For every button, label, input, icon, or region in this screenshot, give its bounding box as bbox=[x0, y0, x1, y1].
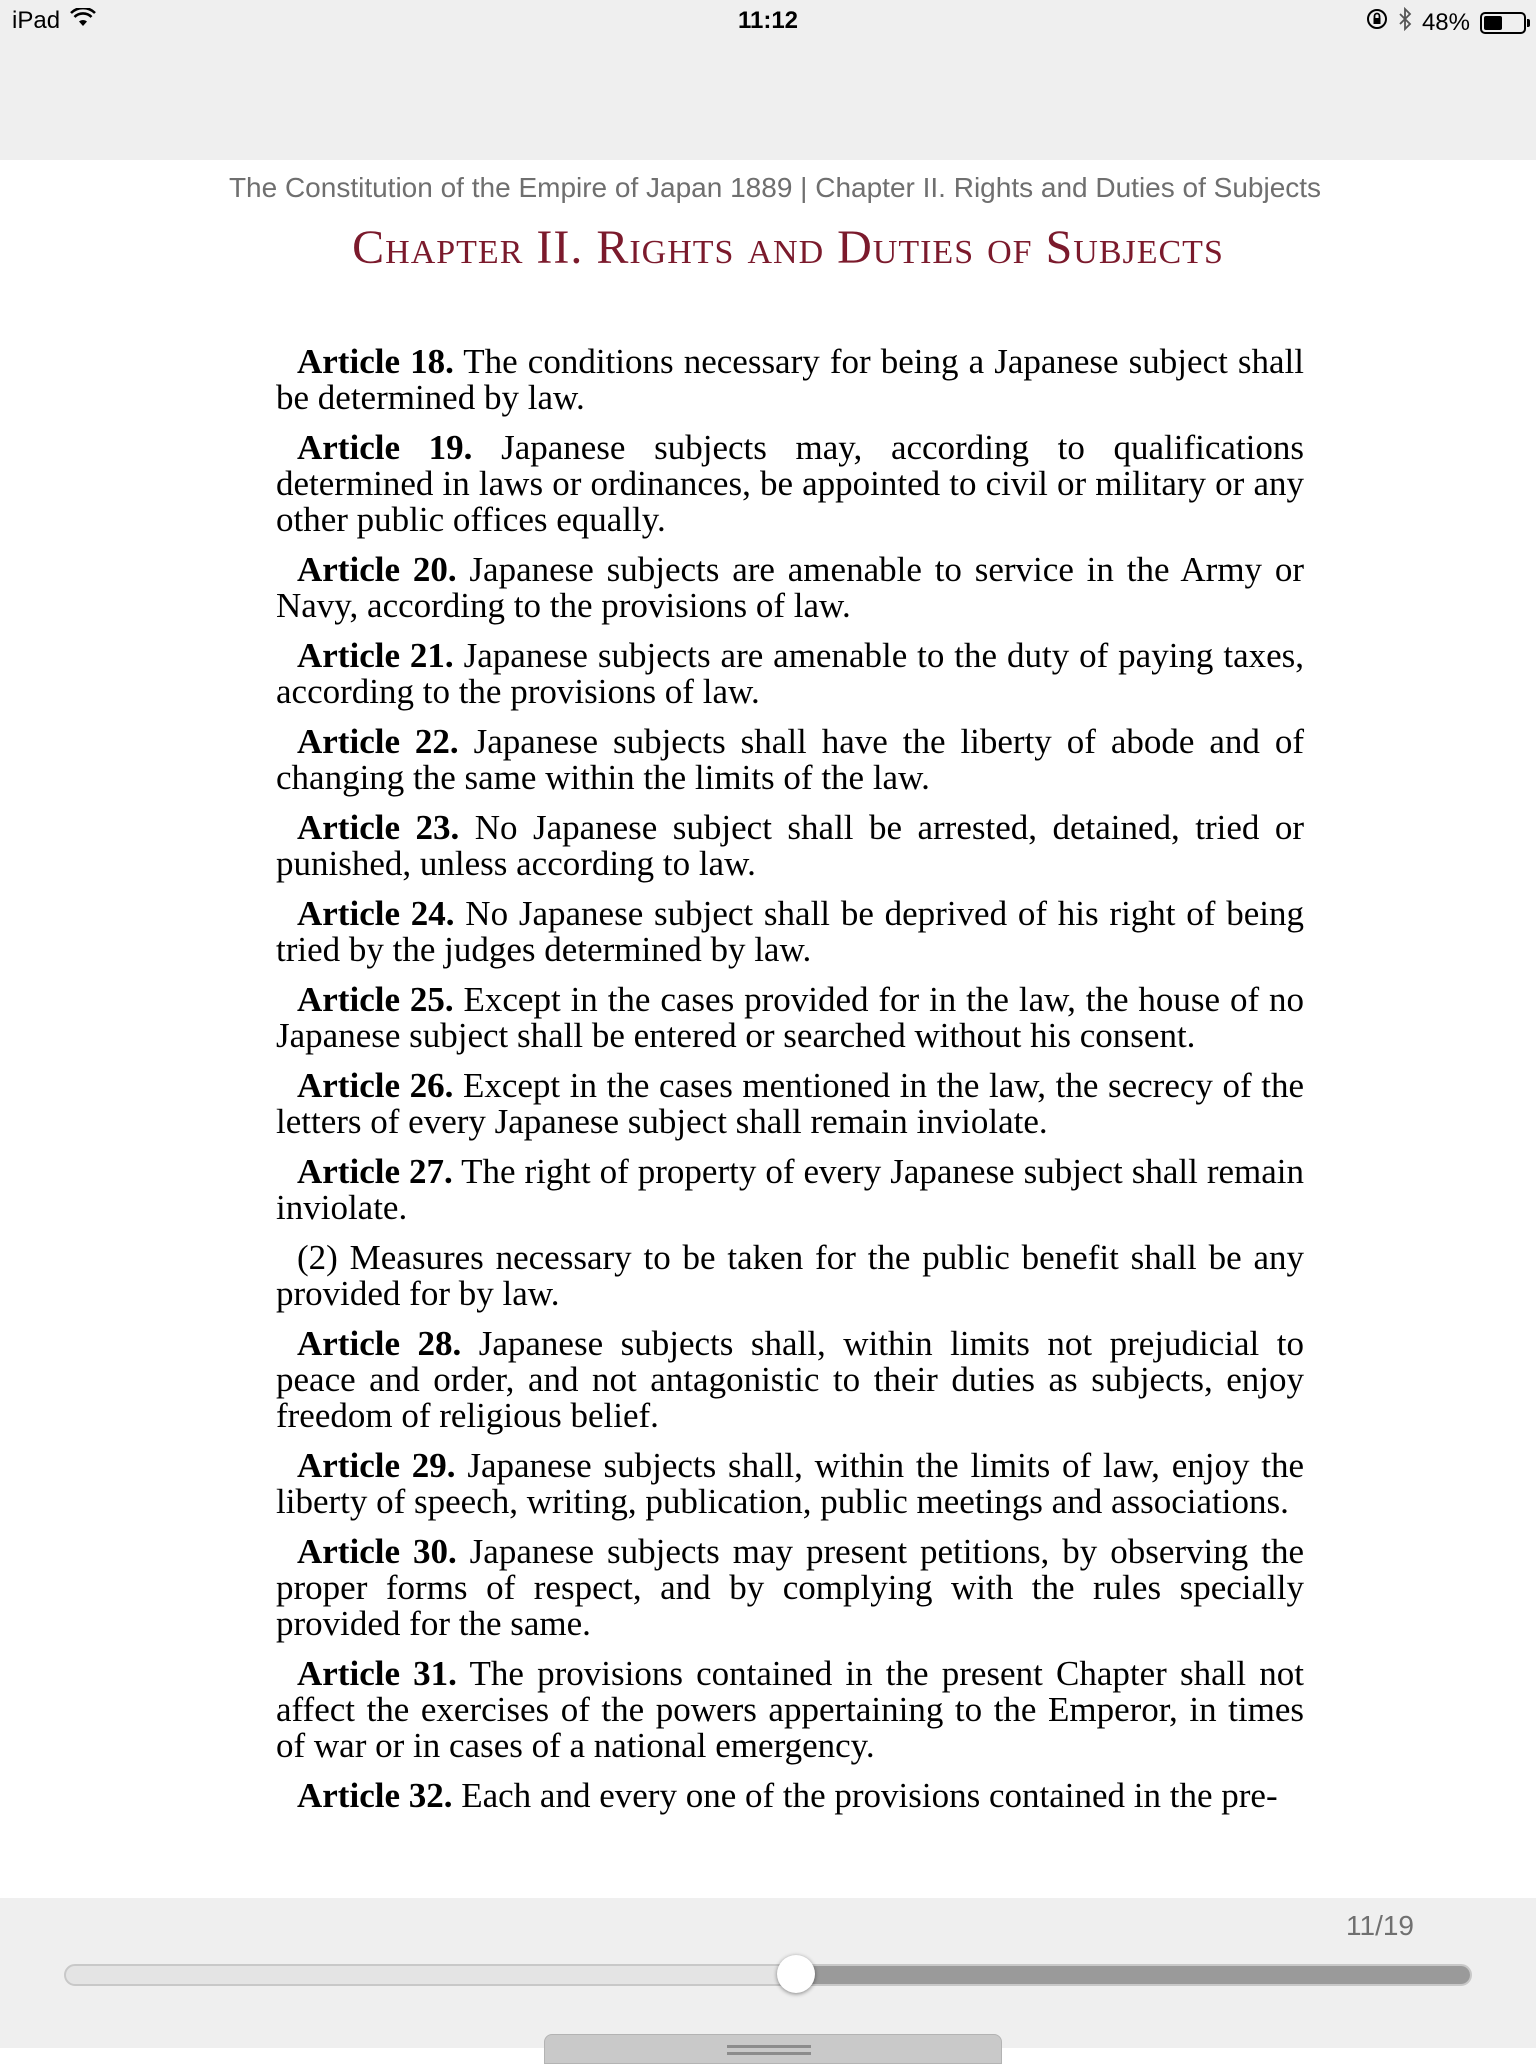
article-paragraph bbox=[276, 1448, 1304, 1520]
article-paragraph bbox=[276, 1068, 1304, 1140]
article-text: (2) Measures necessary to be taken for the public benefit shall be any provided for by law. bbox=[276, 1238, 1304, 1313]
article-label: Article 19. bbox=[297, 428, 473, 467]
article-paragraph bbox=[276, 1534, 1304, 1642]
article-clause bbox=[276, 1240, 1304, 1312]
article-paragraph bbox=[276, 1326, 1304, 1434]
article-paragraph bbox=[276, 344, 1304, 416]
article-text: No Japanese subject shall be arrested, detained, tried or punished, unless according to law. bbox=[276, 808, 1305, 883]
article-paragraph bbox=[276, 810, 1304, 882]
article-label: Article 23. bbox=[297, 808, 460, 847]
article-text: No Japanese subject shall be deprived of his right of being tried by the judges determined by law. bbox=[276, 894, 1304, 969]
article-paragraph bbox=[276, 1778, 1304, 1814]
article-label: Article 24. bbox=[297, 894, 455, 933]
page-scrubber-remaining bbox=[796, 1966, 1470, 1984]
chapter-title: Chapter II. Rights and Duties of Subjects bbox=[352, 221, 1224, 274]
article-text: Except in the cases provided for in the law, the house of no Japanese subject shall be entered or searched without his consent. bbox=[276, 980, 1304, 1055]
article-label: Article 26. bbox=[297, 1066, 454, 1105]
battery-percent: 48% bbox=[1421, 8, 1470, 36]
device-name: iPad bbox=[12, 7, 61, 34]
clock: 11:12 bbox=[737, 7, 799, 34]
article-label: Article 31. bbox=[297, 1654, 457, 1693]
article-label: Article 20. bbox=[297, 550, 457, 589]
page-scrubber-knob[interactable] bbox=[777, 1955, 815, 1993]
article-text: Japanese subjects shall, within the limits of law, enjoy the liberty of speech, writing, publication, public meetings and associations. bbox=[276, 1446, 1305, 1521]
article-paragraph bbox=[276, 982, 1304, 1054]
orientation-lock-icon bbox=[1366, 8, 1388, 37]
article-label: Article 21. bbox=[297, 636, 454, 675]
article-text: Japanese subjects shall, within limits not prejudicial to peace and order, and not antagonistic to their duties as subjects, enjoy freedom of religious belief. bbox=[276, 1324, 1304, 1435]
article-label: Article 30. bbox=[297, 1532, 457, 1571]
article-label: Article 27. bbox=[297, 1152, 453, 1191]
article-text: Each and every one of the provisions contained in the pre- bbox=[461, 1776, 1278, 1815]
reader-toolbar[interactable] bbox=[0, 40, 1536, 160]
article-text: Japanese subjects are amenable to the duty of paying taxes, according to the provisions of law. bbox=[276, 636, 1305, 711]
article-label: Article 32. bbox=[297, 1776, 453, 1815]
running-head: The Constitution of the Empire of Japan 1889 | Chapter II. Rights and Duties of Subjects bbox=[228, 172, 1322, 203]
article-paragraph bbox=[276, 638, 1304, 710]
status-right bbox=[1366, 7, 1526, 38]
article-label: Article 25. bbox=[297, 980, 454, 1019]
drawer-handle[interactable] bbox=[544, 2034, 1002, 2064]
article-text: Japanese subjects may, according to qualifications determined in laws or ordinances, be appointed to civil or military or any other public offices equally. bbox=[276, 428, 1304, 539]
article-paragraph bbox=[276, 552, 1304, 624]
bluetooth-icon bbox=[1398, 7, 1412, 38]
article-text: Japanese subjects are amenable to service in the Army or Navy, according to the provisions of law. bbox=[276, 550, 1305, 625]
article-text: The right of property of every Japanese subject shall remain inviolate. bbox=[276, 1152, 1305, 1227]
article-paragraph bbox=[276, 430, 1304, 538]
article-text: Japanese subjects may present petitions, by observing the proper forms of respect, and by complying with the rules specially provided for the same. bbox=[276, 1532, 1305, 1643]
article-label: Article 29. bbox=[297, 1446, 456, 1485]
article-paragraph bbox=[276, 724, 1304, 796]
article-label: Article 22. bbox=[297, 722, 459, 761]
article-text: The provisions contained in the present Chapter shall not affect the exercises of the powers appertaining to the Emperor, in times of war or in cases of a national emergency. bbox=[276, 1654, 1305, 1765]
battery-icon bbox=[1480, 12, 1526, 34]
battery-fill bbox=[1484, 16, 1502, 30]
article-paragraph bbox=[276, 1656, 1304, 1764]
article-paragraph bbox=[276, 1154, 1304, 1226]
page-content bbox=[276, 344, 1304, 1828]
article-paragraph bbox=[276, 896, 1304, 968]
grip-icon bbox=[727, 2045, 811, 2055]
article-text: The conditions necessary for being a Japanese subject shall be determined by law. bbox=[276, 342, 1304, 417]
status-bar bbox=[0, 0, 1536, 40]
article-label: Article 18. bbox=[297, 342, 454, 381]
article-text: Except in the cases mentioned in the law, the secrecy of the letters of every Japanese subject shall remain inviolate. bbox=[276, 1066, 1305, 1141]
article-text: Japanese subjects shall have the liberty of abode and of changing the same within the limits of the law. bbox=[276, 722, 1305, 797]
page-indicator: 11/19 bbox=[1346, 1910, 1414, 1941]
article-label: Article 28. bbox=[297, 1324, 462, 1363]
